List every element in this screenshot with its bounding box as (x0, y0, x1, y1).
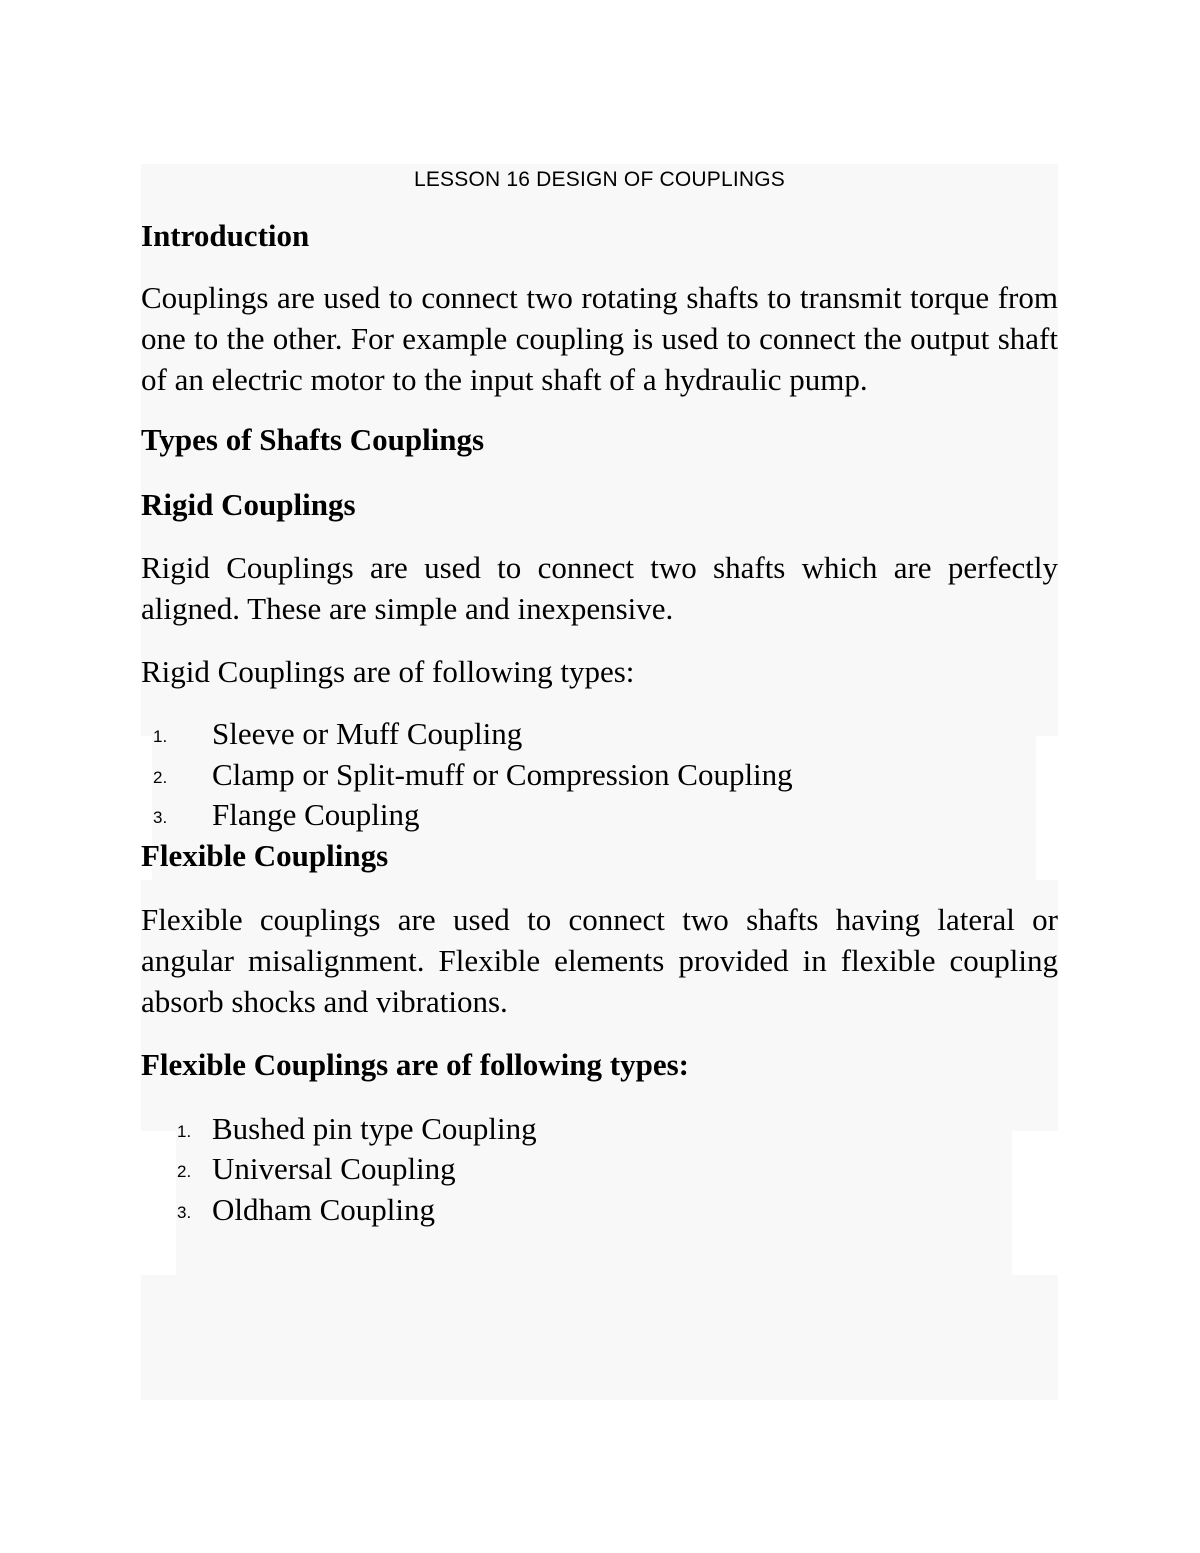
flexible-types-list (141, 1109, 1058, 1231)
list-number: 1. (153, 727, 168, 746)
introduction-heading: Introduction (141, 218, 310, 253)
list-item (141, 755, 1058, 796)
rigid-types-list (141, 714, 1058, 836)
list-item (141, 1149, 1058, 1190)
list-item (141, 1109, 1058, 1150)
list-number: 3. (177, 1202, 192, 1222)
types-heading: Types of Shafts Couplings (141, 422, 485, 457)
flexible-heading: Flexible Couplings (141, 837, 389, 873)
list-number: 1. (177, 1121, 192, 1141)
list-item-label: Clamp or Split-muff or Compression Coupling (212, 756, 793, 792)
list-item-label: Flange Coupling (212, 797, 420, 832)
list-item-label: Sleeve or Muff Coupling (212, 716, 523, 751)
flexible-paragraph: Flexible couplings are used to connect two shafts having lateral or angular misalignment. Flexible elements provided in flexible coupling absorb shocks and vibrations. (141, 901, 1058, 1019)
list-item (141, 795, 1058, 836)
list-number: 2. (153, 767, 168, 787)
list-item-label: Universal Coupling (212, 1151, 456, 1186)
list-number: 3. (153, 808, 168, 827)
flexible-list-intro: Flexible Couplings are of following types: (141, 1046, 689, 1082)
list-item (141, 1190, 1058, 1231)
list-item-label: Oldham Coupling (212, 1191, 436, 1227)
rigid-heading: Rigid Couplings (141, 487, 356, 522)
rigid-paragraph: Rigid Couplings are used to connect two shafts which are perfectly aligned. These are simple and inexpensive. (141, 550, 1058, 626)
introduction-paragraph: Couplings are used to connect two rotating shafts to transmit torque from one to the other. For example coupling is used to connect the output shaft of an electric motor to the input shaft of a hydraulic pump. (141, 280, 1058, 397)
rigid-list-intro: Rigid Couplings are of following types: (141, 654, 635, 689)
list-number: 2. (177, 1162, 192, 1181)
page-shade-bottom (141, 1275, 1058, 1400)
list-item (141, 714, 1058, 755)
list-item-label: Bushed pin type Coupling (212, 1110, 537, 1146)
document-body (141, 164, 1058, 1230)
lesson-title: LESSON 16 DESIGN OF COUPLINGS (413, 168, 786, 191)
